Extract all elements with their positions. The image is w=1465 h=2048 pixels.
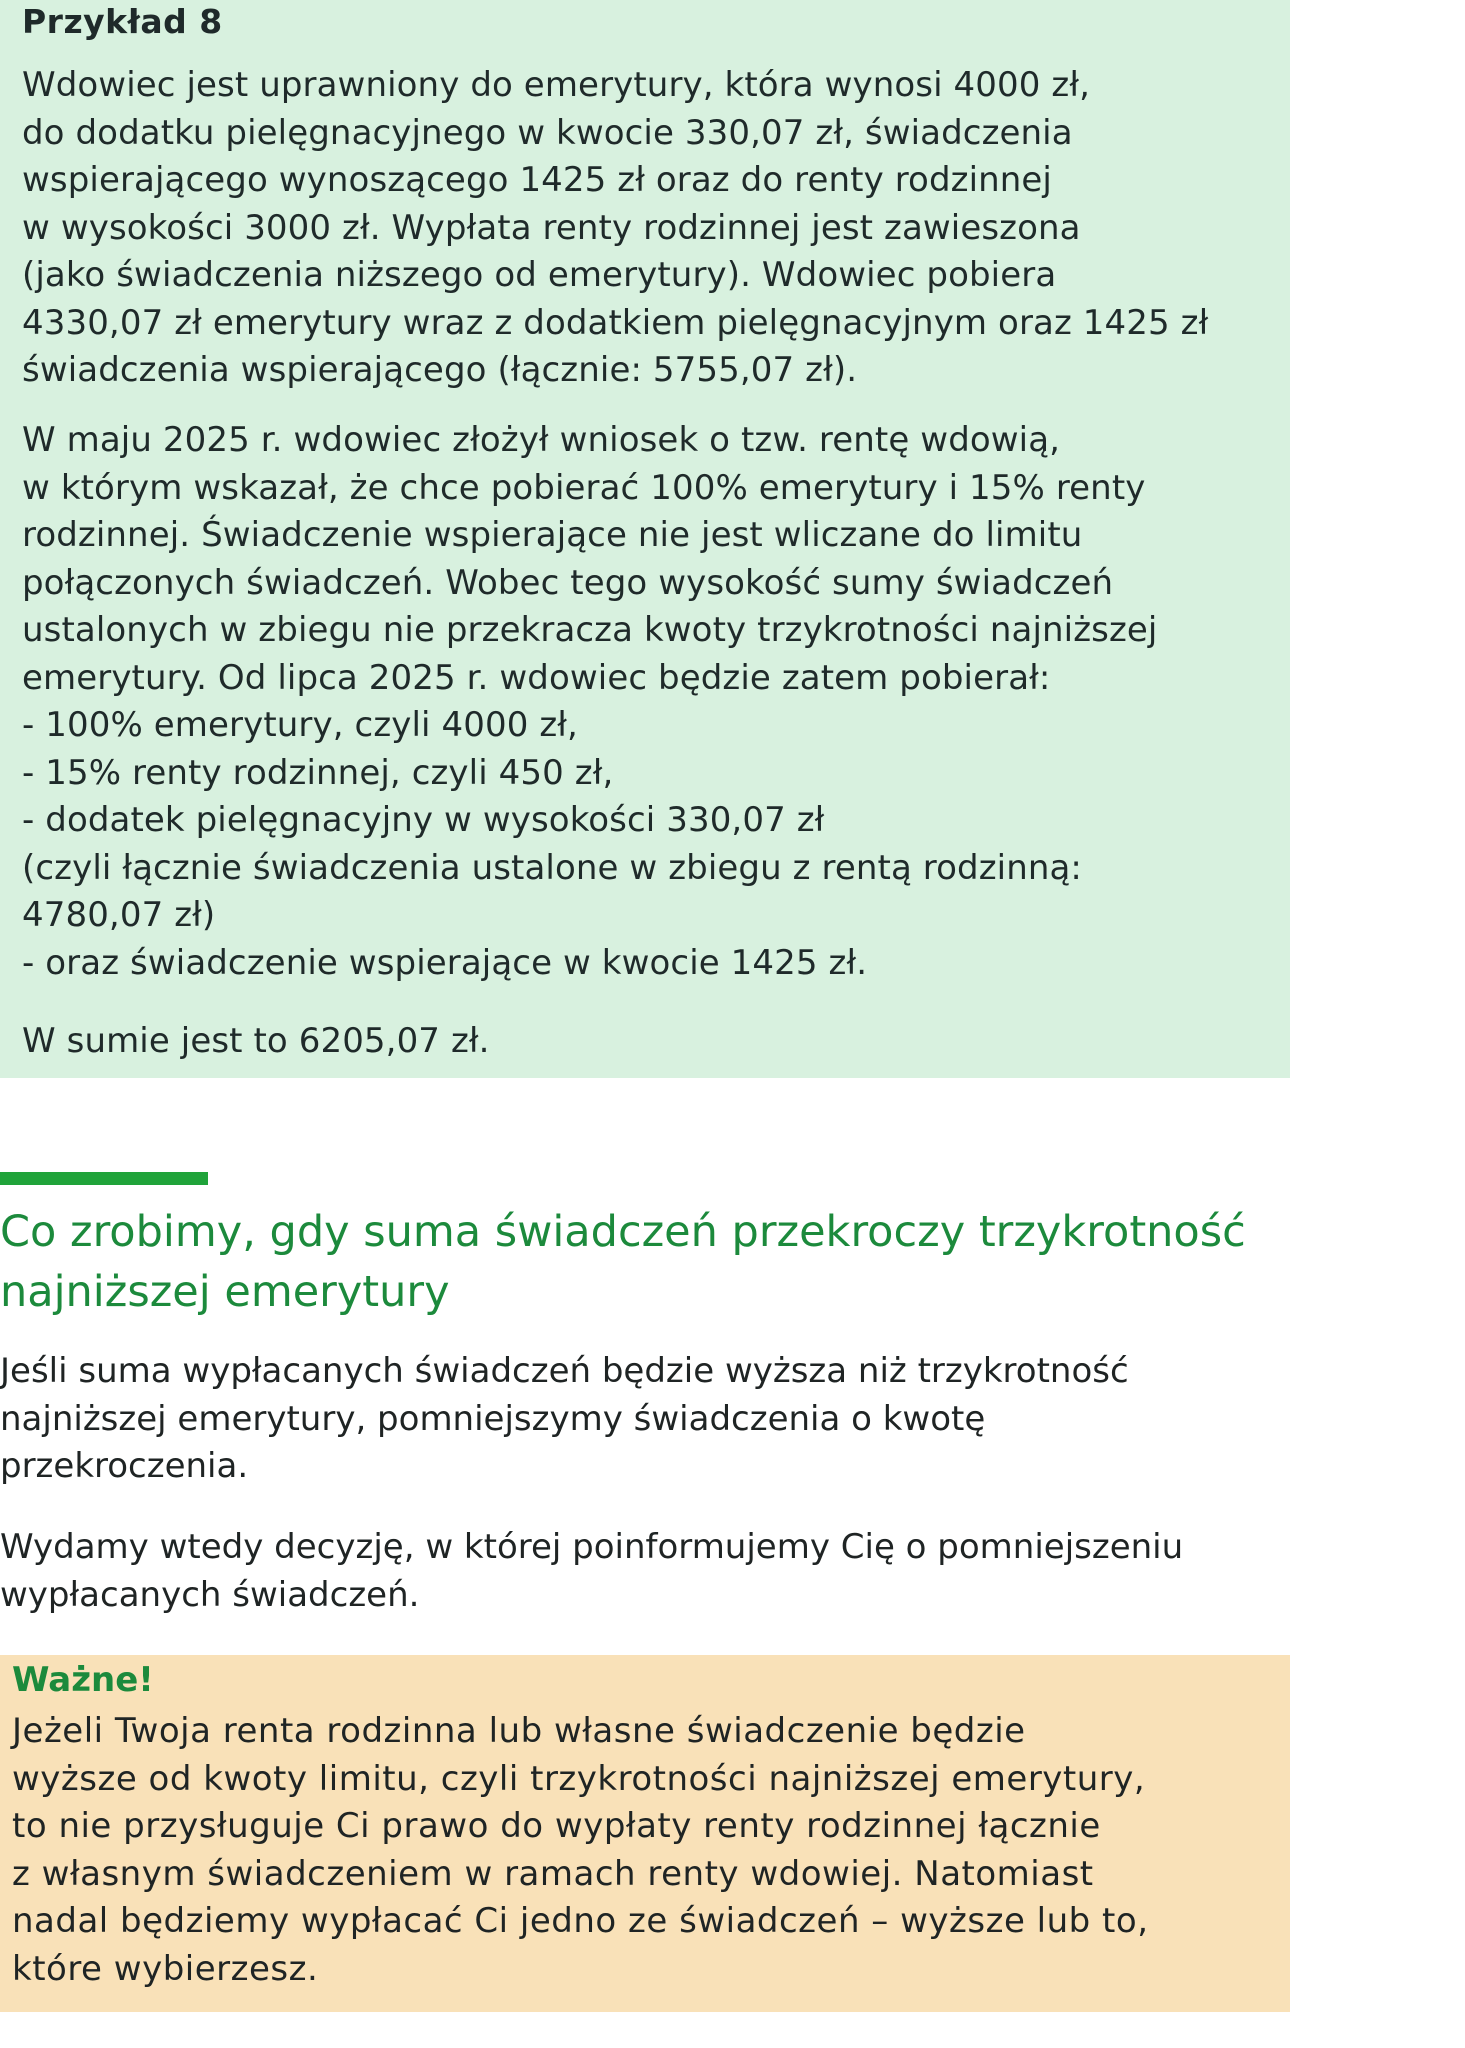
example-title: Przykład 8 — [22, 2, 223, 41]
example-paragraph-1: Wdowiec jest uprawniony do emerytury, która wynosi 4000 zł, do dodatku pielęgnacyjnego w kwocie 330,07 zł, świadczenia wspierającego wynoszącego 1425 zł oraz do renty rodzinnej w wysokości 3000 zł. Wypłata renty rodzinnej jest zawieszona (jako świadczenia niższego od emerytury). Wdowiec pobiera 4330,07 zł emerytury wraz z dodatkiem pielęgnacyjnym oraz 1425 zł świadczenia wspierającego (łącznie: 5755,07 zł). — [22, 65, 1209, 390]
important-title: Ważne! — [12, 1660, 154, 1700]
section-paragraph-1: Jeśli suma wypłacanych świadczeń będzie wyższa niż trzykrotność najniższej emerytury, pomniejszymy świadczenia o kwotę przekroczenia. — [0, 1351, 1129, 1486]
section-heading: Co zrobimy, gdy suma świadczeń przekroczy trzykrotność najniższej emerytury — [0, 1207, 1246, 1317]
section-accent-bar — [0, 1172, 208, 1185]
example-paragraph-2: W maju 2025 r. wdowiec złożył wniosek o tzw. rentę wdowią, w którym wskazał, że chce pobierać 100% emerytury i 15% renty rodzinnej. Świadczenie wspierające nie jest wliczane do limitu połączonych świadczeń. Wobec tego wysokość sumy świadczeń ustalonych w zbiegu nie przekracza kwoty trzykrotności najniższej emerytury. Od lipca 2025 r. wdowiec będzie zatem pobierał: - 100% emerytury, czyli 4000 zł, - 15% renty rodzinnej, czyli 450 zł, - dodatek pielęgnacyjny w wysokości 330,07 zł (czyli łącznie świadczenia ustalone w zbiegu z rentą rodzinną: 4780,07 zł) - oraz świadczenie wspierające w kwocie 1425 zł. — [22, 420, 1158, 983]
important-text: Jeżeli Twoja renta rodzinna lub własne świadczenie będzie wyższe od kwoty limitu, czyli trzykrotności najniższej emerytury, to nie przysługuje Ci prawo do wypłaty renty rodzinnej łącznie z własnym świadczeniem w ramach renty wdowiej. Natomiast nadal będziemy wypłacać Ci jedno ze świadczeń – wyższe lub to, które wybierzesz. — [12, 1711, 1149, 1989]
section-paragraph-2: Wydamy wtedy decyzję, w której poinformujemy Cię o pomniejszeniu wypłacanych świadczeń. — [0, 1527, 1184, 1615]
example-summary: W sumie jest to 6205,07 zł. — [22, 1021, 490, 1061]
